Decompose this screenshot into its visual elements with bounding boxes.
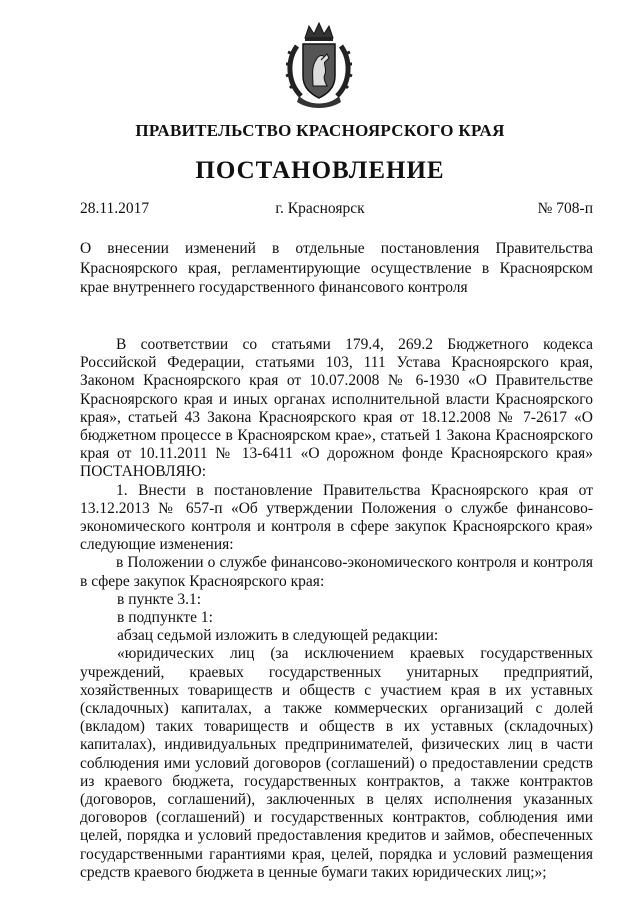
document-body xyxy=(80,336,593,882)
instruction-paragraph: абзац седьмой изложить в следующей редакции: xyxy=(117,627,439,645)
preamble-paragraph: В соответствии со статьями 179.4, 269.2 Бюджетного кодекса Российской Федерации, статьями 103, 111 Устава Красноярского края, Законом Красноярского края от 10.07.2008 № 6-1930 «О Правительстве Красноярского края и иных органах исполнительной власти Красноярского края», статьей 43 Закона Красноярского края от 18.12.2008 № 7-2617 «О бюджетном процессе в Красноярском крае», статьей 1 Закона Красноярского края от 10.11.2011 № 13-6411 «О дорожном фонде Красноярского края» ПОСТАНОВЛЯЮ: xyxy=(80,336,593,481)
government-name: ПРАВИТЕЛЬСТВО КРАСНОЯРСКОГО КРАЯ xyxy=(135,121,505,140)
coat-of-arms-emblem xyxy=(283,20,355,110)
item-1-paragraph: 1. Внести в постановление Правительства Красноярского края от 13.12.2013 № 657-п «Об утверждении Положения о службе финансово-экономического контроля и контроля в сфере закупок Красноярского края» следующие изменения: xyxy=(80,481,593,554)
subpoint-paragraph: в подпункте 1: xyxy=(117,609,213,627)
item-1-intro-paragraph: в Положении о службе финансово-экономического контроля и контроля в сфере закупок Красноярского края: xyxy=(80,554,593,590)
document-subject: О внесении изменений в отдельные постановления Правительства Красноярского края, регламентирующие осуществление в Красноярском крае внутреннего государственного финансового контроля xyxy=(80,240,593,296)
document-type-title: ПОСТАНОВЛЕНИЕ xyxy=(195,157,445,184)
new-text-paragraph: «юридических лиц (за исключением краевых государственных учреждений, краевых государственных унитарных предприятий, хозяйственных товариществ и обществ с участием края в их уставных (складочных) капиталах, а также коммерческих организаций с долей (вкладом) таких товариществ и обществ в их уставных (складочных) капиталах), индивидуальных предпринимателей, физических лиц в части соблюдения ими условий договоров (соглашений) о предоставлении средств из краевого бюджета, государственных контрактов, а также контрактов (договоров, соглашений), заключенных в целях исполнения указанных договоров (соглашений) и государственных контрактов, соблюдения ими целей, порядка и условий предоставления кредитов и займов, обеспеченных государственными гарантиями края, целей, порядка и условий размещения средств краевого бюджета в ценные бумаги таких юридических лиц;»; xyxy=(80,645,593,881)
document-city: г. Красноярск xyxy=(275,200,365,217)
document-date: 28.11.2017 xyxy=(80,200,150,217)
point-paragraph: в пункте 3.1: xyxy=(117,590,202,608)
document-number: № 708-п xyxy=(537,200,593,217)
